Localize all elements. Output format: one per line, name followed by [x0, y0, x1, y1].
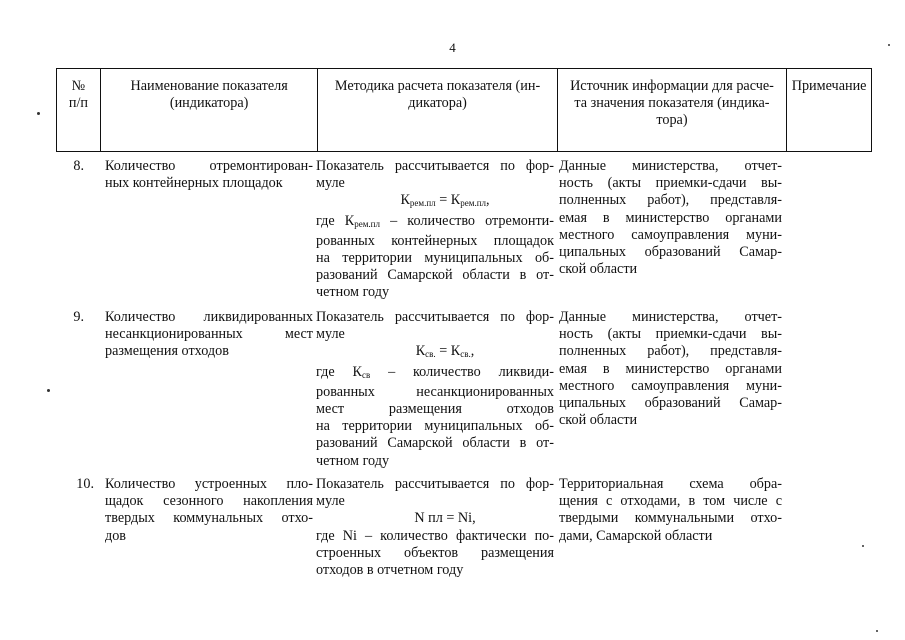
- formula-left: К: [400, 192, 410, 209]
- row-number: 8.: [73, 158, 84, 174]
- text-line: дов: [105, 527, 127, 544]
- text-line: местного самоуправления муни-: [559, 377, 782, 394]
- formula: [316, 343, 554, 363]
- information-source: [559, 309, 782, 429]
- formula-eq: =: [435, 343, 451, 360]
- calculation-method: [316, 476, 554, 579]
- text-line: ность (акты приемки-сдачи вы-: [559, 326, 782, 343]
- text-line: рованных контейнерных площадок: [316, 232, 554, 249]
- text-line: рованных несанкционированных: [316, 383, 554, 400]
- definition-line: [316, 364, 554, 384]
- text-line: муле: [316, 326, 345, 343]
- formula-right: Ni: [457, 510, 473, 527]
- text-line: отходов в отчетном году: [316, 562, 464, 579]
- definition-post: – количество ликвиди-: [370, 363, 554, 380]
- formula: [316, 510, 554, 527]
- text-line: Территориальная схема обра-: [559, 476, 782, 492]
- scan-speck: [862, 545, 864, 547]
- text-line: ской области: [559, 261, 638, 278]
- text-line: емая в министерство органами: [559, 209, 782, 226]
- text-line: ципальных образований Самар-: [559, 244, 782, 261]
- text-line: емая в министерство органами: [559, 360, 782, 377]
- text-line: полненных работ), представля-: [559, 192, 782, 209]
- text-line: на территории муниципальных об-: [316, 418, 554, 435]
- indicator-name: [105, 309, 313, 361]
- scan-speck: [888, 44, 890, 46]
- text-line: разований Самарской области в от-: [316, 435, 554, 452]
- text-line: Данные министерства, отчет-: [559, 309, 782, 325]
- text-line: четном году: [316, 284, 390, 301]
- text-line: щадок сезонного накопления: [105, 493, 313, 510]
- information-source: [559, 476, 782, 545]
- text-line: Показатель рассчитывается по фор-: [316, 309, 554, 325]
- definition-line: [316, 213, 554, 233]
- text-line: четном году: [316, 452, 390, 469]
- calculation-method: [316, 309, 554, 470]
- scan-speck: [47, 389, 50, 392]
- table-header: [56, 68, 872, 152]
- text-line: размещения отходов: [105, 343, 229, 360]
- text-line: Показатель рассчитывается по фор-: [316, 158, 554, 174]
- formula-tail: ,: [486, 192, 490, 209]
- formula-left: К: [415, 343, 426, 360]
- text-line: ской области: [559, 412, 638, 429]
- text-line: Количество отремонтирован-: [105, 158, 313, 174]
- scan-speck: [876, 630, 878, 632]
- text-line: на территории муниципальных об-: [316, 250, 554, 267]
- header-num: № п/п: [57, 69, 101, 151]
- definition-post: – количество отремонти-: [379, 212, 554, 229]
- text-line: ных контейнерных площадок: [105, 175, 283, 192]
- text-line: ность (акты приемки-сдачи вы-: [559, 175, 782, 192]
- text-line: Количество ликвидированных: [105, 309, 313, 325]
- row-number: 9.: [73, 309, 84, 325]
- formula: [316, 192, 554, 212]
- text-line: муле: [316, 175, 345, 192]
- formula-right-sub: св.: [460, 349, 471, 360]
- page-number: 4: [449, 40, 456, 55]
- formula-right: К: [450, 343, 461, 360]
- definition-sub: рем.пл: [354, 218, 380, 229]
- text-line: Данные министерства, отчет-: [559, 158, 782, 174]
- row-number: 10.: [76, 476, 94, 492]
- header-method: Методика расчета показателя (ин- дикатора): [318, 69, 557, 151]
- calculation-method: [316, 158, 554, 302]
- formula-left-sub: св.: [425, 349, 436, 360]
- definition-line: [316, 528, 554, 545]
- text-line: несанкционированных мест: [105, 326, 313, 343]
- text-line: строенных объектов размещения: [316, 544, 554, 561]
- text-line: дами, Самарской области: [559, 527, 713, 544]
- text-line: Количество устроенных пло-: [105, 476, 313, 492]
- text-line: местного самоуправления муни-: [559, 226, 782, 243]
- text-line: мест размещения отходов: [316, 401, 554, 418]
- formula-eq: =: [442, 510, 458, 527]
- indicator-name: [105, 158, 313, 192]
- definition-pre: где К: [316, 363, 362, 380]
- text-line: твердых коммунальных отхо-: [105, 510, 313, 527]
- text-line: ципальных образований Самар-: [559, 395, 782, 412]
- formula-right: К: [450, 192, 461, 209]
- formula-tail: ,: [472, 510, 476, 527]
- indicator-name: [105, 476, 313, 545]
- definition-pre: где Ni – количество фактически по-: [316, 527, 554, 544]
- text-line: Показатель рассчитывается по фор-: [316, 476, 554, 492]
- formula-left-sub: рем.пл: [409, 198, 436, 209]
- formula-tail: ,: [470, 343, 475, 360]
- header-source: Источник информации для расче- та значения показателя (индика- тора): [558, 69, 787, 151]
- header-name: Наименование показателя (индикатора): [101, 69, 318, 151]
- scan-speck: [37, 112, 40, 115]
- information-source: [559, 158, 782, 278]
- definition-sub: св: [361, 369, 371, 380]
- text-line: муле: [316, 493, 345, 510]
- definition-pre: где К: [316, 212, 355, 229]
- formula-eq: =: [435, 192, 451, 209]
- header-note: Примечание: [791, 78, 867, 94]
- text-line: щения с отходами, в том числе с: [559, 493, 782, 510]
- formula-left: N пл: [414, 510, 443, 527]
- text-line: твердыми коммунальными отхо-: [559, 510, 782, 527]
- text-line: полненных работ), представля-: [559, 343, 782, 360]
- formula-right-sub: рем.пл: [460, 198, 486, 209]
- text-line: разований Самарской области в от-: [316, 267, 554, 284]
